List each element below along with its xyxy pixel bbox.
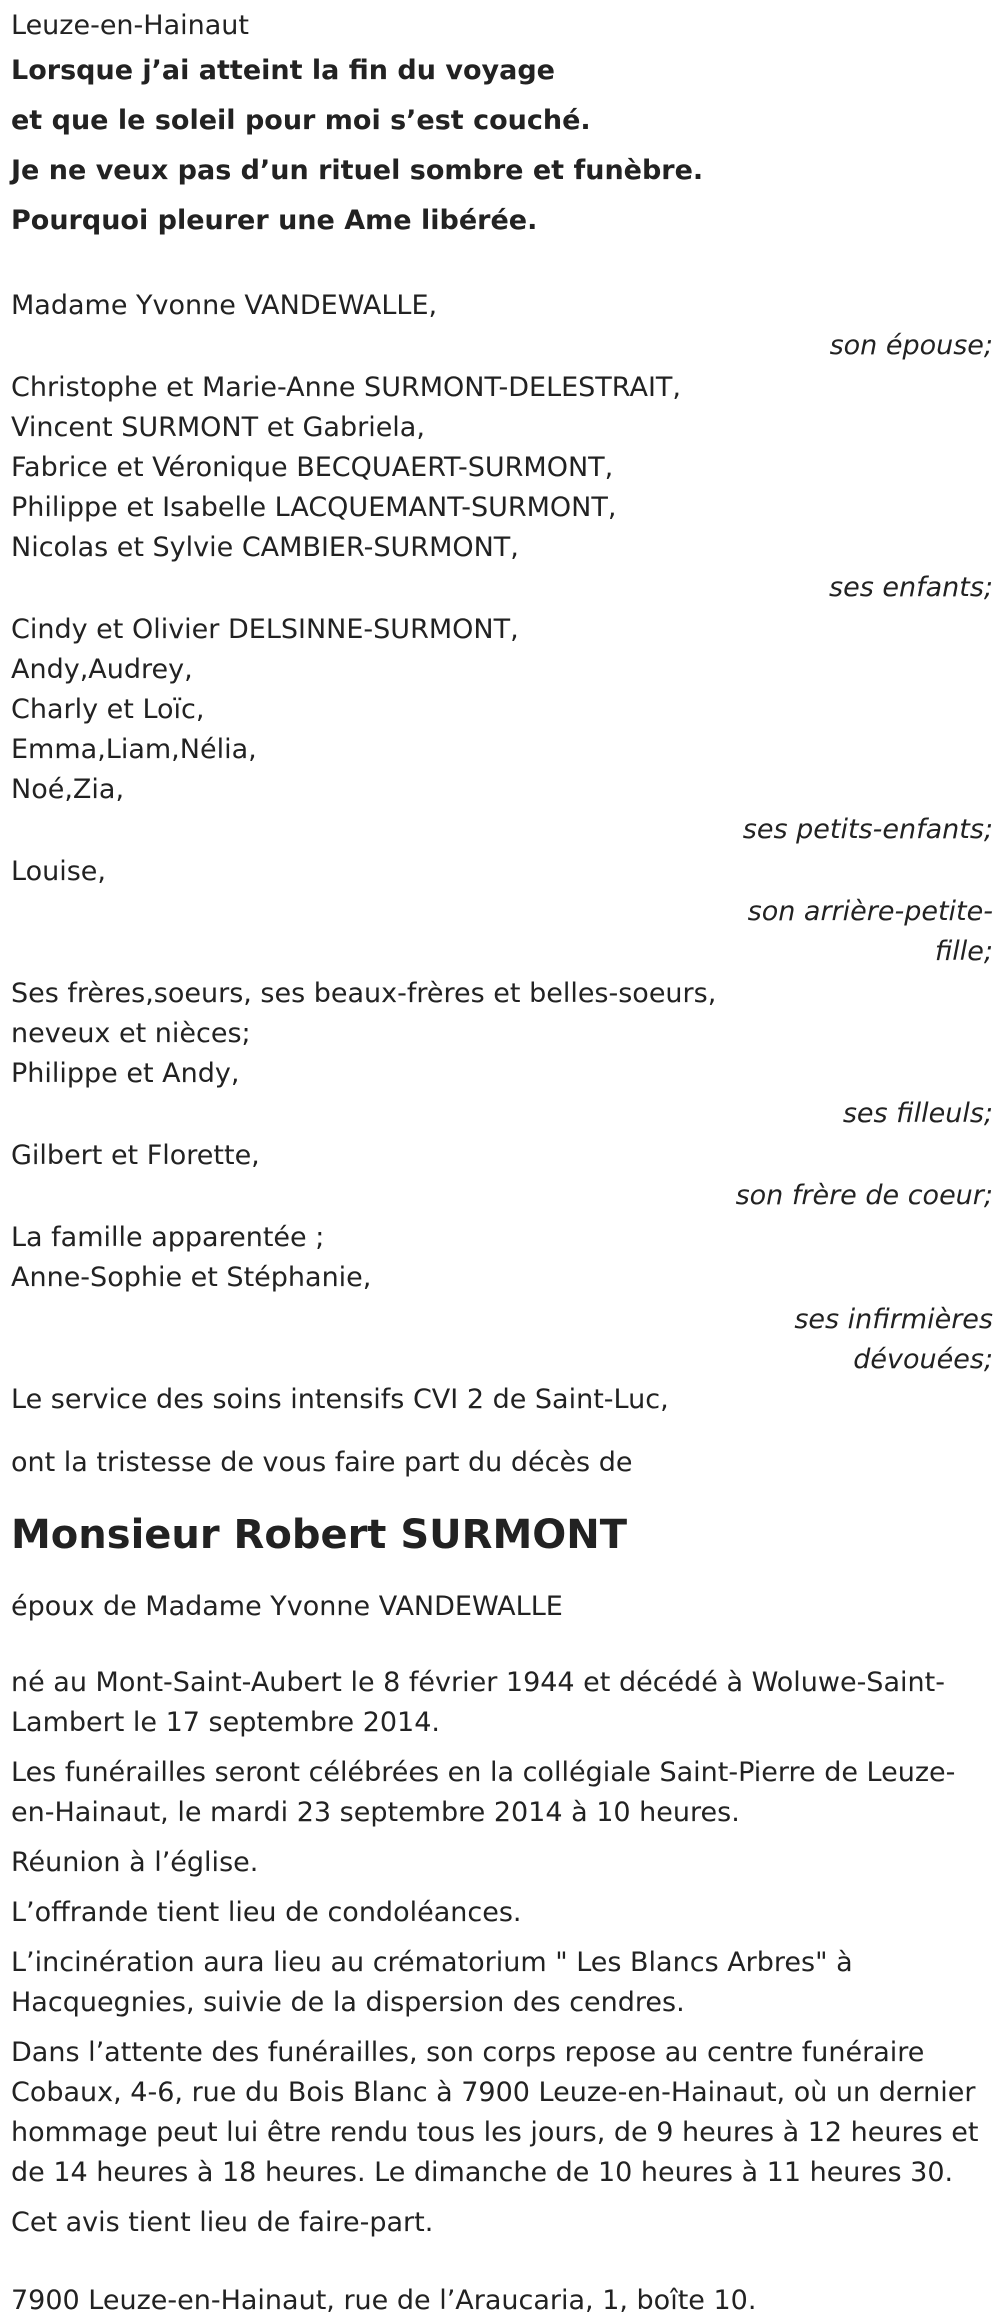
poem-line: Je ne veux pas d’un rituel sombre et funèbre. bbox=[11, 155, 704, 186]
family-name: Ses frères,soeurs, ses beaux-frères et belles-soeurs, bbox=[11, 978, 717, 1009]
family-name: Anne-Sophie et Stéphanie, bbox=[11, 1262, 372, 1293]
family-name: Vincent SURMONT et Gabriela, bbox=[11, 412, 425, 443]
funeral-line: en-Hainaut, le mardi 23 septembre 2014 à 10 heures. bbox=[11, 1797, 740, 1828]
family-role: ses filleuls; bbox=[842, 1098, 993, 1129]
birth-death-line: né au Mont-Saint-Aubert le 8 février 1944 et décédé à Woluwe-Saint- bbox=[11, 1667, 945, 1698]
family-name: Madame Yvonne VANDEWALLE, bbox=[11, 290, 438, 321]
family-name: Nicolas et Sylvie CAMBIER-SURMONT, bbox=[11, 532, 519, 563]
group-children bbox=[11, 368, 993, 608]
family-name: Philippe et Andy, bbox=[11, 1058, 240, 1089]
family-role: fille; bbox=[934, 936, 993, 967]
place-heading: Leuze-en-Hainaut bbox=[11, 10, 249, 41]
details bbox=[11, 1663, 993, 2243]
family-role: son épouse; bbox=[829, 330, 993, 361]
family-name: Noé,Zia, bbox=[11, 774, 125, 805]
family-name: neveux et nièces; bbox=[11, 1018, 251, 1049]
spouse-line: époux de Madame Yvonne VANDEWALLE bbox=[11, 1591, 563, 1622]
family-role: son frère de coeur; bbox=[735, 1180, 993, 1211]
cremation-line: L’incinération aura lieu au crématorium " Les Blancs Arbres" à bbox=[11, 1947, 853, 1978]
group-family bbox=[11, 1218, 993, 1380]
family-name: Christophe et Marie-Anne SURMONT-DELESTRAIT, bbox=[11, 372, 681, 403]
announcement: ont la tristesse de vous faire part du décès de bbox=[11, 1447, 633, 1478]
family-name: Charly et Loïc, bbox=[11, 694, 205, 725]
group-grandchildren bbox=[11, 610, 993, 850]
obituary-notice bbox=[11, 6, 993, 2321]
poem bbox=[11, 46, 993, 246]
birth-death-line: Lambert le 17 septembre 2014. bbox=[11, 1707, 440, 1738]
notice-line: Cet avis tient lieu de faire-part. bbox=[11, 2207, 434, 2238]
deceased-name: Monsieur Robert SURMONT bbox=[11, 1512, 628, 1558]
family-name: Fabrice et Véronique BECQUAERT-SURMONT, bbox=[11, 452, 614, 483]
family-role: ses petits-enfants; bbox=[742, 814, 993, 845]
family-role: dévouées; bbox=[853, 1344, 993, 1375]
family-role: son arrière-petite- bbox=[747, 896, 993, 927]
rest-line: Dans l’attente des funérailles, son corps repose au centre funéraire bbox=[11, 2037, 925, 2068]
family-name: Gilbert et Florette, bbox=[11, 1140, 260, 1171]
offering-line: L’offrande tient lieu de condoléances. bbox=[11, 1897, 522, 1928]
hospital-service: Le service des soins intensifs CVI 2 de Saint-Luc, bbox=[11, 1384, 669, 1415]
group-spouse bbox=[11, 286, 993, 366]
family-role: ses enfants; bbox=[829, 572, 993, 603]
family-name: Cindy et Olivier DELSINNE-SURMONT, bbox=[11, 614, 519, 645]
group-siblings bbox=[11, 974, 993, 1134]
group-great-granddaughter bbox=[11, 852, 993, 972]
funeral-line: Les funérailles seront célébrées en la collégiale Saint-Pierre de Leuze- bbox=[11, 1757, 956, 1788]
family-name: Louise, bbox=[11, 856, 106, 887]
family-name: Philippe et Isabelle LACQUEMANT-SURMONT, bbox=[11, 492, 617, 523]
rest-line: de 14 heures à 18 heures. Le dimanche de 10 heures à 11 heures 30. bbox=[11, 2157, 954, 2188]
family-name: La famille apparentée ; bbox=[11, 1222, 325, 1253]
poem-line: Lorsque j’ai atteint la fin du voyage bbox=[11, 55, 555, 86]
poem-line: et que le soleil pour moi s’est couché. bbox=[11, 105, 591, 136]
cremation-line: Hacquegnies, suivie de la dispersion des cendres. bbox=[11, 1987, 685, 2018]
rest-line: hommage peut lui être rendu tous les jours, de 9 heures à 12 heures et bbox=[11, 2117, 979, 2148]
group-heart-brother bbox=[11, 1136, 993, 1216]
address-line: 7900 Leuze-en-Hainaut, rue de l’Araucaria, 1, boîte 10. bbox=[11, 2285, 757, 2316]
family-name: Andy,Audrey, bbox=[11, 654, 193, 685]
rest-line: Cobaux, 4-6, rue du Bois Blanc à 7900 Leuze-en-Hainaut, où un dernier bbox=[11, 2077, 976, 2108]
meeting-line: Réunion à l’église. bbox=[11, 1847, 259, 1878]
family-name: Emma,Liam,Nélia, bbox=[11, 734, 257, 765]
poem-line: Pourquoi pleurer une Ame libérée. bbox=[11, 205, 538, 236]
family-role: ses infirmières bbox=[794, 1304, 993, 1335]
